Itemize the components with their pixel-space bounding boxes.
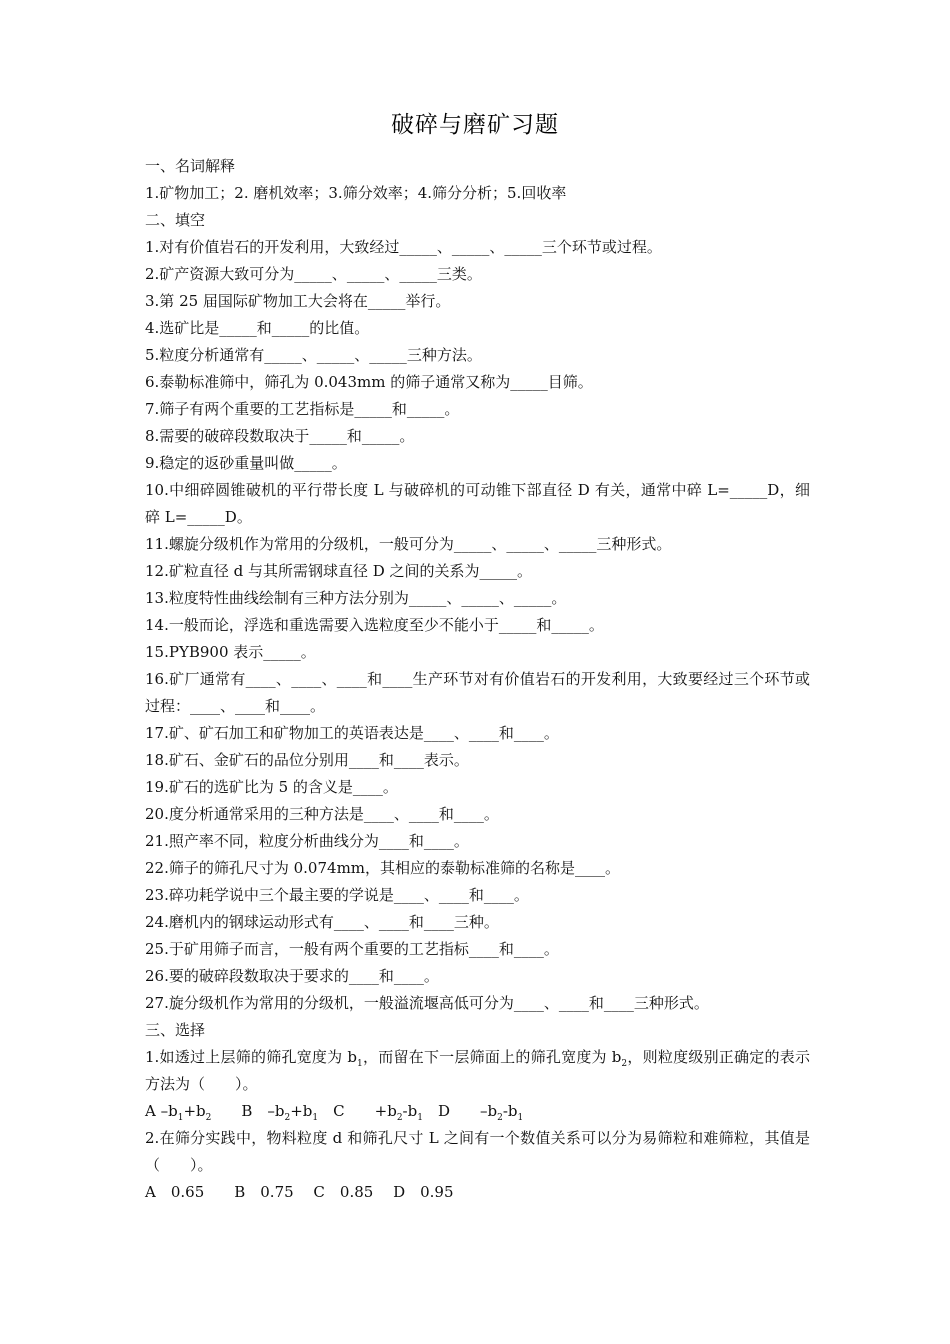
document-body (145, 153, 810, 1206)
choice-options-2: A 0.65 B 0.75 C 0.85 D 0.95 (145, 1183, 454, 1201)
question-item: 24.磨机内的钢球运动形式有____、____和____三种。 (145, 913, 499, 931)
question-item: 7.筛子有两个重要的工艺指标是_____和_____。 (145, 400, 460, 418)
question-item: 21.照产率不同，粒度分析曲线分为____和____。 (145, 832, 469, 850)
question-item: 17.矿、矿石加工和矿物加工的英语表达是____、____和____。 (145, 724, 559, 742)
question-item: 15.PYB900 表示_____。 (145, 643, 316, 661)
choice-question-2: 2.在筛分实践中，物料粒度 d 和筛孔尺寸 L 之间有一个数值关系可以分为易筛粒和难筛粒，其值是（ ）。 (145, 1129, 810, 1174)
question-item: 11.螺旋分级机作为常用的分级机，一般可分为_____、_____、_____三种形式。 (145, 535, 672, 553)
question-item: 9.稳定的返砂重量叫做_____。 (145, 454, 347, 472)
question-item: 12.矿粒直径 d 与其所需钢球直径 D 之间的关系为_____。 (145, 562, 533, 580)
question-item: 22.筛子的筛孔尺寸为 0.074mm，其相应的泰勒标准筛的名称是____。 (145, 859, 621, 877)
question-item: 18.矿石、金矿石的品位分别用____和____表示。 (145, 751, 469, 769)
question-item: 10.中细碎圆锥破机的平行带长度 L 与破碎机的可动锥下部直径 D 有关，通常中碎 L=_____D，细碎 L=_____D。 (145, 481, 810, 526)
question-item: 1.对有价值岩石的开发利用，大致经过_____、_____、_____三个环节或过程。 (145, 238, 662, 256)
section-heading: 二、填空 (145, 211, 206, 229)
question-item: 6.泰勒标准筛中，筛孔为 0.043mm 的筛子通常又称为_____目筛。 (145, 373, 593, 391)
question-item: 1.矿物加工；2. 磨机效率；3.筛分效率；4.筛分分析；5.回收率 (145, 184, 567, 202)
question-item: 20.度分析通常采用的三种方法是____、____和____。 (145, 805, 499, 823)
question-item: 19.矿石的选矿比为 5 的含义是____。 (145, 778, 398, 796)
question-item: 5.粒度分析通常有_____、_____、_____三种方法。 (145, 346, 482, 364)
section-heading: 一、名词解释 (145, 157, 236, 175)
document-title: 破碎与磨矿习题 (391, 112, 559, 138)
choice-question-1: 1.如透过上层筛的筛孔宽度为 $b_1$，而留在下一层筛面上的筛孔宽度为 $b_2$，则粒度级别正确定的表示方法为（ ）。 (145, 1048, 810, 1093)
question-item: 3.第 25 届国际矿物加工大会将在_____举行。 (145, 292, 451, 310)
question-item: 4.选矿比是_____和_____的比值。 (145, 319, 370, 337)
question-item: 26.要的破碎段数取决于要求的____和____。 (145, 967, 439, 985)
question-item: 16.矿厂通常有____、____、____和____生产环节对有价值岩石的开发利用，大致要经过三个环节或过程：____、____和____。 (145, 670, 810, 715)
choice-options-1: A $-b_1+b_2$ B $-b_2+b_1$ C $+b_2-b_1$ D $-b_2-b_1$ (145, 1102, 524, 1123)
section-heading: 三、选择 (145, 1021, 206, 1039)
question-item: 13.粒度特性曲线绘制有三种方法分别为_____、_____、_____。 (145, 589, 567, 607)
question-item: 27.旋分级机作为常用的分级机，一般溢流堰高低可分为____、____和____三种形式。 (145, 994, 709, 1012)
question-item: 2.矿产资源大致可分为_____、_____、_____三类。 (145, 265, 482, 283)
question-item: 25.于矿用筛子而言，一般有两个重要的工艺指标____和____。 (145, 940, 559, 958)
question-item: 8.需要的破碎段数取决于_____和_____。 (145, 427, 415, 445)
question-item: 23.碎功耗学说中三个最主要的学说是____、____和____。 (145, 886, 529, 904)
question-item: 14.一般而论，浮选和重选需要入选粒度至少不能小于_____和_____。 (145, 616, 604, 634)
